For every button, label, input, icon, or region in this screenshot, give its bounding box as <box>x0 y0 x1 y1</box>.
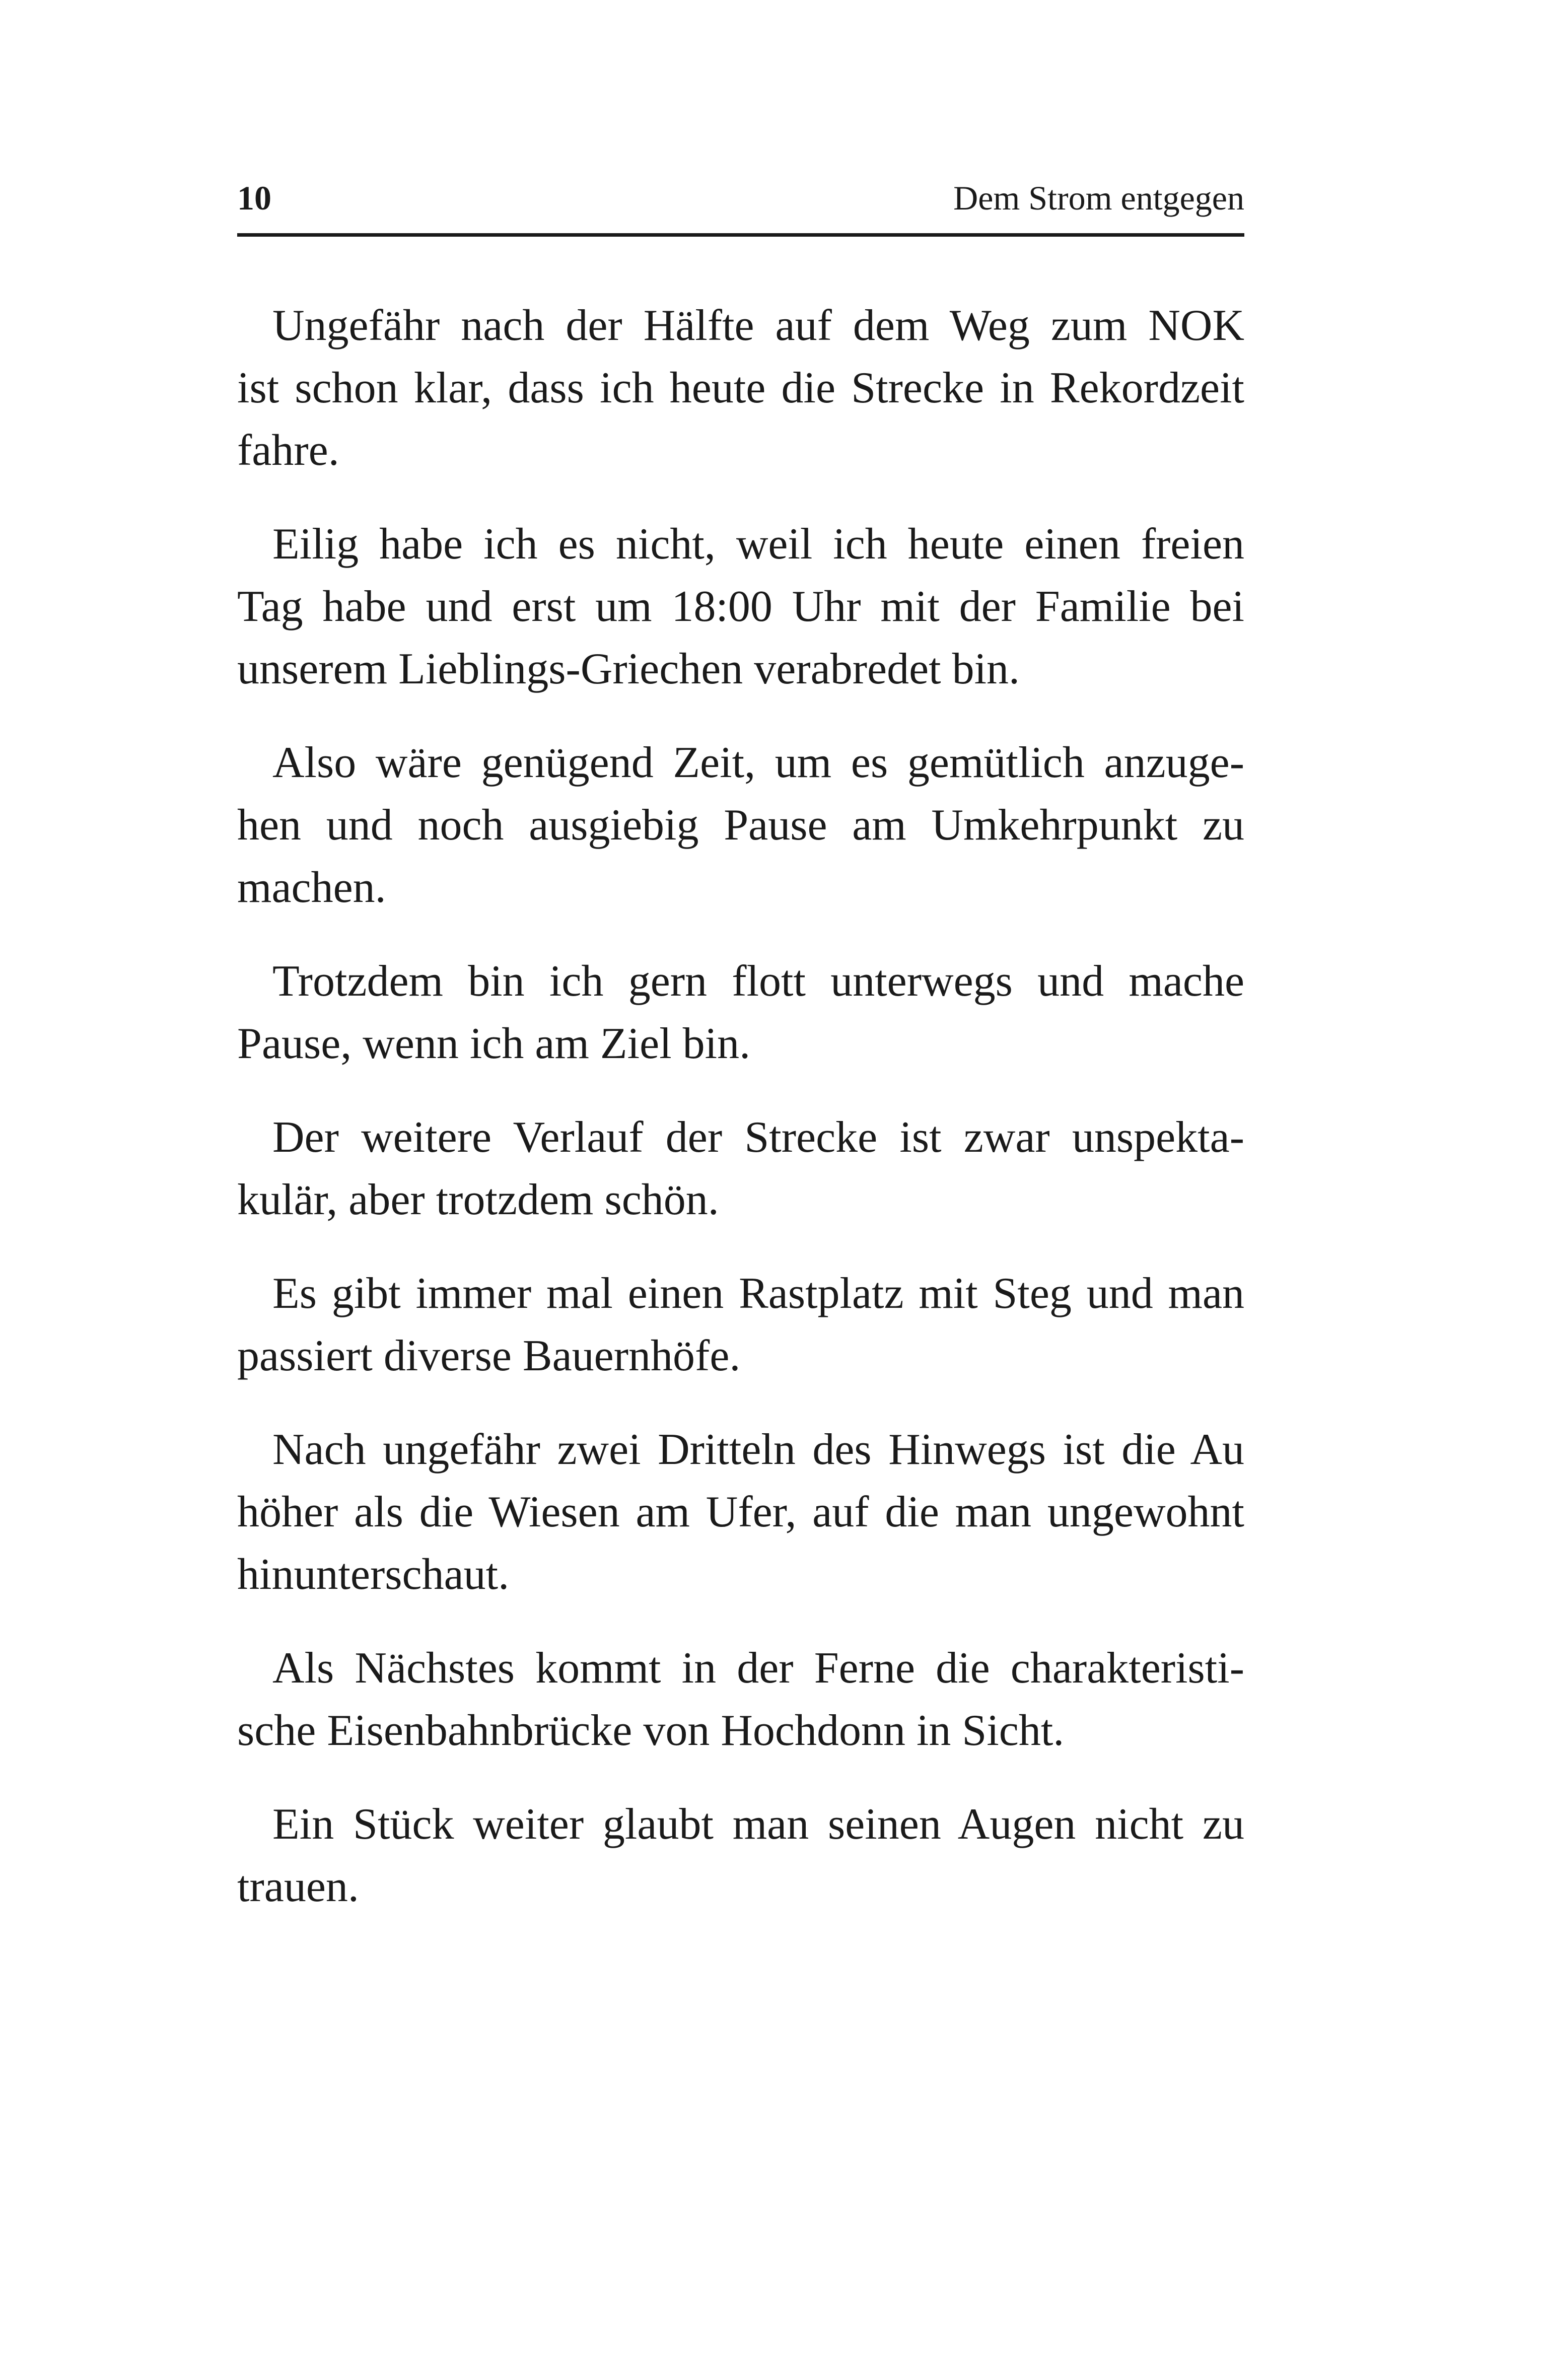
text-line: Als Nächstes kommt in der Ferne die charakteristi- <box>272 1644 1244 1693</box>
body-text <box>237 295 1244 1949</box>
paragraph <box>237 1106 1244 1231</box>
text-line: ist schon klar, dass ich heute die Strecke in Rekordzeit <box>237 364 1244 412</box>
paragraph <box>237 732 1244 919</box>
text-line: passiert diverse Bauernhöfe. <box>237 1332 741 1380</box>
paragraph <box>237 1263 1244 1387</box>
text-line: Also wäre genügend Zeit, um es gemütlich anzuge- <box>272 738 1244 787</box>
text-line: sche Eisenbahnbrücke von Hochdonn in Sicht. <box>237 1706 1065 1755</box>
header-rule <box>237 233 1244 237</box>
text-line: machen. <box>237 863 386 912</box>
text-line: hen und noch ausgiebig Pause am Umkehrpunkt zu <box>237 801 1244 850</box>
text-line: unserem Lieblings-Griechen verabredet bin. <box>237 645 1020 693</box>
text-line: Der weitere Verlauf der Strecke ist zwar unspekta- <box>272 1113 1244 1162</box>
running-head <box>237 177 1244 219</box>
text-line: kulär, aber trotzdem schön. <box>237 1175 719 1224</box>
paragraph <box>237 295 1244 482</box>
running-title: Dem Strom entgegen <box>953 179 1244 217</box>
paragraph <box>237 1793 1244 1918</box>
text-line: Tag habe und erst um 18:00 Uhr mit der Familie bei <box>237 582 1244 631</box>
text-line: hinunterschaut. <box>237 1550 510 1599</box>
text-line: Pause, wenn ich am Ziel bin. <box>237 1019 751 1068</box>
paragraph <box>237 1637 1244 1762</box>
text-line: Ein Stück weiter glaubt man seinen Augen nicht zu <box>272 1800 1244 1849</box>
paragraph <box>237 513 1244 701</box>
text-line: Es gibt immer mal einen Rastplatz mit Steg und man <box>272 1269 1244 1318</box>
text-line: fahre. <box>237 426 339 475</box>
text-line: Nach ungefähr zwei Dritteln des Hinwegs ist die Au <box>272 1425 1244 1474</box>
paragraph <box>237 1419 1244 1606</box>
paragraph <box>237 950 1244 1075</box>
text-line: höher als die Wiesen am Ufer, auf die man ungewohnt <box>237 1488 1244 1536</box>
text-line: Ungefähr nach der Hälfte auf dem Weg zum NOK <box>272 301 1244 350</box>
text-line: Eilig habe ich es nicht, weil ich heute einen freien <box>272 520 1244 569</box>
text-line: Trotzdem bin ich gern flott unterwegs und mache <box>272 957 1244 1006</box>
text-line: trauen. <box>237 1862 359 1911</box>
page-number: 10 <box>237 179 271 217</box>
